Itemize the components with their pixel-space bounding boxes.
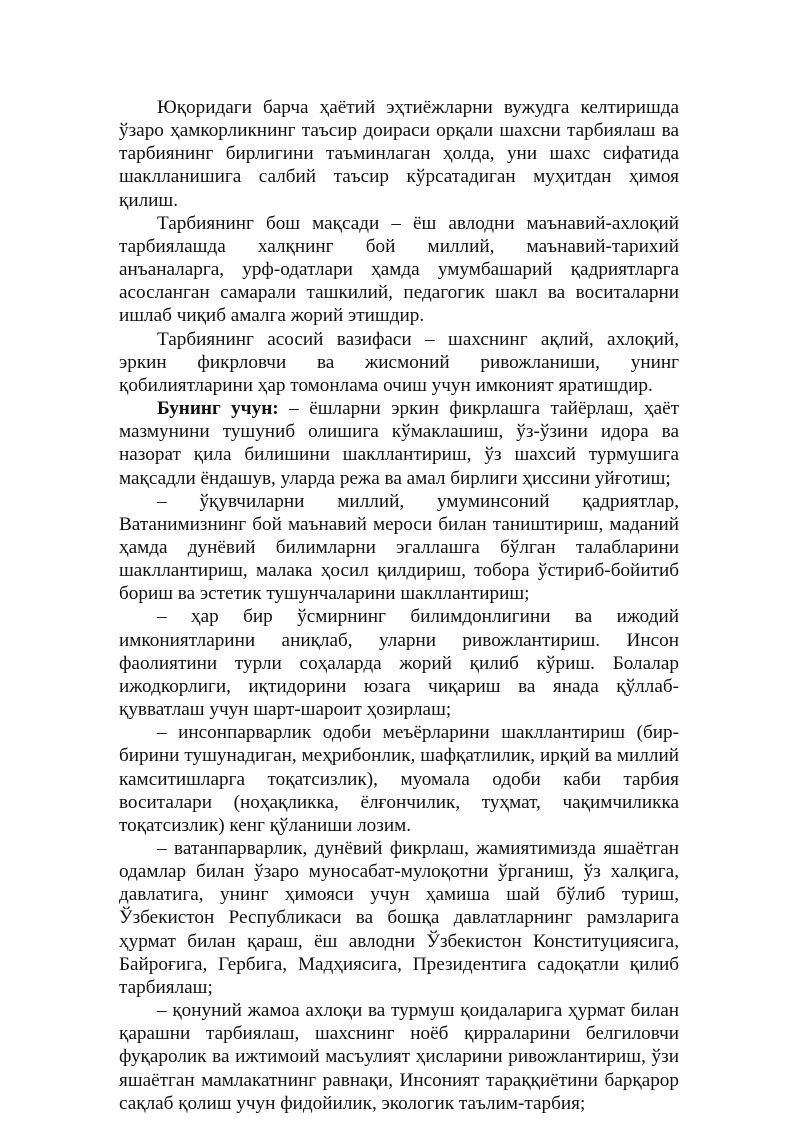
paragraph-2-text: Тарбиянинг бош мақсади – ёш авлодни маънавий-ахлоқий тарбиялашда халқнинг бой миллий, маънавий-тарихий анъаналарга, урф-одатлари ҳамда умумбашарий қадриятларга асосланган самарали ташкилий, педагогик шакл ва воситаларни ишлаб чиқиб амалга жорий этишдир. — [119, 212, 679, 327]
paragraph-3-text: Тарбиянинг асосий вазифаси – шахснинг ақлий, ахлоқий, эркин фикрловчи ва жисмоний ривожланиши, унинг қобилиятларини ҳар томонлама очиш учун имконият яратишдир. — [119, 328, 679, 396]
paragraph-9 — [119, 999, 679, 1115]
paragraph-4 — [119, 397, 679, 490]
paragraph-4-text: – ёшларни эркин фикрлашга тайёрлаш, ҳаёт мазмунини тушуниб олишига кўмаклашиш, ўз-ўзини идора ва назорат қила билишини шакллантириш, ўз шахсий турмушига мақсадли ёндашув, уларда режа ва амал бирлиги ҳиссини уйғотиш; — [119, 398, 679, 489]
paragraph-8-text: – ватанпарварлик, дунёвий фикрлаш, жамиятимизда яшаётган одамлар билан ўзаро муносабат-мулоқотни ўрганиш, ўз халқига, давлатига, унинг ҳимояси учун ҳамиша шай бўлиб туриш, Ўзбекистон Республикаси ва бошқа давлатларнинг рамзларига ҳурмат билан қараш, ёш авлодни Ўзбекистон Конституциясига, Байроғига, Гербига, Мадҳиясига, Президентига садоқатли қилиб тарбиялаш; — [119, 838, 679, 998]
paragraph-1 — [119, 96, 679, 212]
paragraph-1-text: Юқоридаги барча ҳаётий эҳтиёжларни вужудга келтиришда ўзаро ҳамкорликнинг таъсир доираси орқали шахсни тарбиялаш ва тарбиянинг бирлигини таъминлаган ҳолда, уни шахс сифатида шаклланишига салбий таъсир кўрсатадиган муҳитдан ҳимоя қилиш. — [119, 97, 679, 211]
paragraph-5-text: – ўқувчиларни миллий, умуминсоний қадриятлар, Ватанимизнинг бой маънавий мероси билан таништириш, маданий ҳамда дунёвий билимларни эгаллашга бўлган талабларини шакллантириш, малака ҳосил қилдириш, тобора ўстириб-бойитиб бориш ва эстетик тушунчаларини шакллантириш; — [119, 490, 679, 605]
paragraph-6-text: – ҳар бир ўсмирнинг билимдонлигини ва ижодий имкониятларини аниқлаб, уларни ривожлантириш. Инсон фаолиятини турли соҳаларда жорий қилиб кўриш. Болалар ижодкорлиги, иқтидорини юзага чиқариш ва янада қўллаб-қувватлаш учун шарт-шароит ҳозирлаш; — [119, 606, 679, 721]
paragraph-5 — [119, 490, 679, 606]
paragraph-4-lead: Бунинг учун: — [157, 398, 279, 420]
paragraph-8 — [119, 837, 679, 999]
paragraph-7 — [119, 721, 679, 837]
paragraph-2 — [119, 212, 679, 328]
document-page — [119, 96, 679, 1115]
paragraph-6 — [119, 605, 679, 721]
paragraph-3 — [119, 328, 679, 397]
paragraph-7-text: – инсонпарварлик одоби меъёрларини шакллантириш (бир-бирини тушунадиган, меҳрибонлик, шафқатлилик, ирқий ва миллий камситишларга тоқатсизлик), муомала одоби каби тарбия воситалари (ноҳақликка, ёлғончилик, туҳмат, чақимчиликка тоқатсизлик) кенг қўланиши лозим. — [119, 722, 679, 836]
paragraph-9-text: – қонуний жамоа ахлоқи ва турмуш қоидаларига ҳурмат билан қарашни тарбиялаш, шахснинг ноёб қирраларини белгиловчи фуқаролик ва ижтимоий масъулият ҳисларини ривожлантириш, ўзи яшаётган мамлакатнинг равнақи, Инсоният тараққиётини барқарор сақлаб қолиш учун фидойилик, экологик таълим-тарбия; — [119, 1000, 679, 1114]
